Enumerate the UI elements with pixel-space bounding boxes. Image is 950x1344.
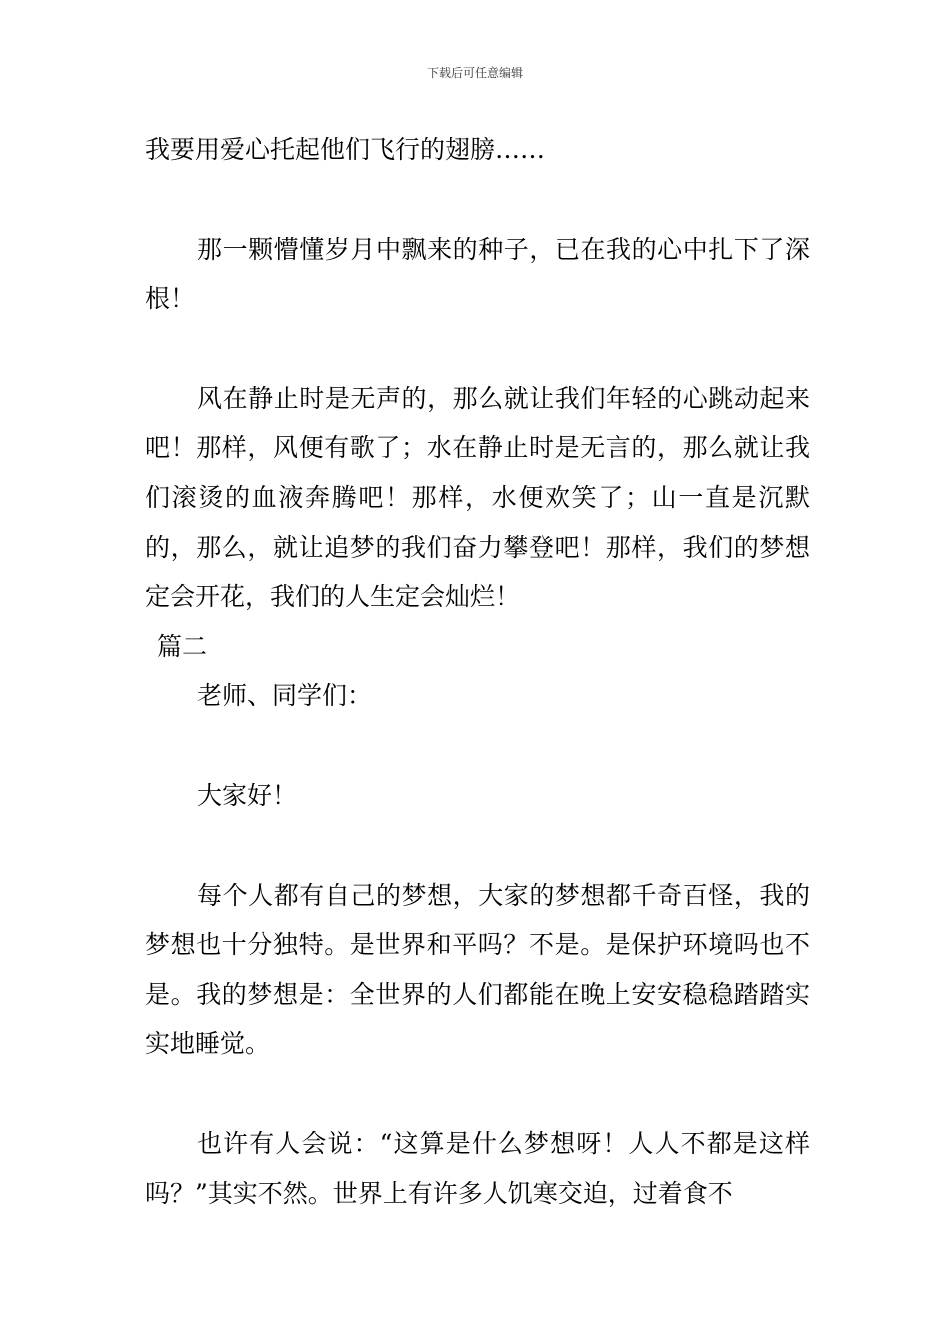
paragraph-some-may-say: 也许有人会说：“这算是什么梦想呀！人人不都是这样吗？”其实不然。世界上有许多人饥寒交迫，过着食不 xyxy=(145,1128,810,1208)
paragraph-greeting-audience: 老师、同学们： xyxy=(197,681,373,711)
paragraph-wings: 我要用爱心托起他们飞行的翅膀…… xyxy=(145,135,546,164)
paragraph-hello: 大家好！ xyxy=(197,780,298,810)
paragraph-my-dream: 每个人都有自己的梦想，大家的梦想都千奇百怪，我的梦想也十分独特。是世界和平吗？不是。是保护环境吗也不是。我的梦想是：全世界的人们都能在晚上安安稳稳踏踏实实地睡觉。 xyxy=(145,880,810,1059)
paragraph-wind-water-mountain: 风在静止时是无声的，那么就让我们年轻的心跳动起来吧！那样，风便有歌了；水在静止时是无言的，那么就让我们滚烫的血液奔腾吧！那样，水便欢笑了；山一直是沉默的，那么，就让追梦的我们奋力攀登吧！那样，我们的梦想定会开花，我们的人生定会灿烂！ xyxy=(145,383,810,612)
page-header: 下载后可任意编辑 xyxy=(426,66,523,80)
paragraph-seed: 那一颗懵懂岁月中飘来的种子，已在我的心中扎下了深根！ xyxy=(145,234,810,314)
section-heading: 篇二 xyxy=(157,631,208,661)
document-body xyxy=(145,125,810,1218)
